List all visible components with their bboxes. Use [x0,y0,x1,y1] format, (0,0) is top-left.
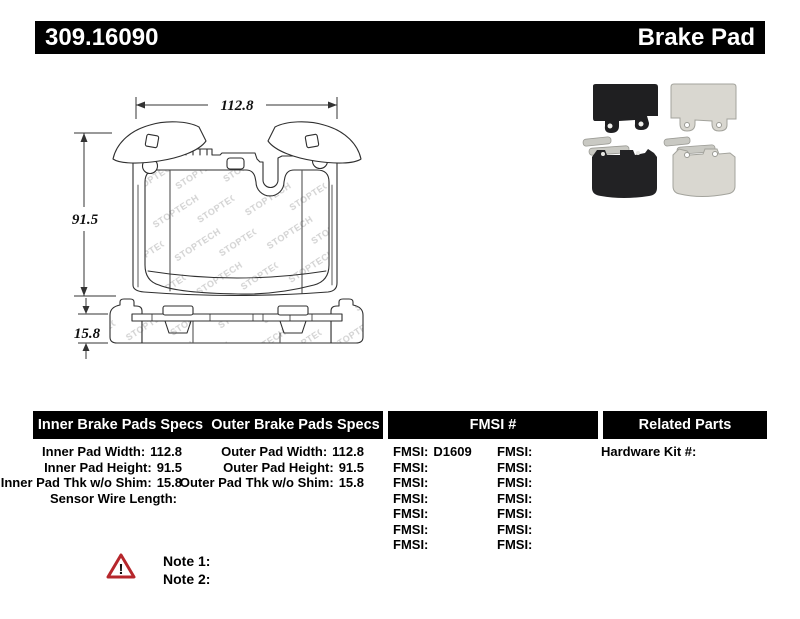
right-wing-hole [305,134,319,148]
fmsi-row [393,537,493,553]
spec-row [35,491,182,507]
pad-photo-top-left [593,84,658,133]
inner-specs-column [0,444,182,506]
fmsi-label: FMSI: [497,506,533,521]
fmsi-header-bar [388,411,598,439]
pad-hole [636,151,640,155]
fmsi-row [497,537,597,553]
fmsi-row [393,506,493,522]
fmsi-label: FMSI: [497,521,533,537]
outer-specs-column [179,444,364,491]
fmsi-value: D1609 [433,444,472,459]
fmsi-label: FMSI: [393,506,429,521]
fmsi-row [497,460,597,476]
spec-label: Outer Pad Thk w/o Shim: [179,475,334,490]
related-parts-column [601,444,767,460]
pad-hole [685,153,690,158]
fmsi-label: FMSI: [393,459,429,475]
arrow-down [81,287,88,296]
arrow-down-small [83,306,90,314]
fmsi-label: FMSI: [393,490,429,506]
spec-row [0,475,182,491]
side-clip-tab-left [163,306,193,315]
pad-hole [601,152,605,156]
specs-header-bar [33,411,383,439]
page-title: Brake Pad [637,23,755,51]
height-dimension-label: 91.5 [71,212,99,228]
spec-value: 112.8 [150,444,182,459]
fmsi-row [393,491,493,507]
arrow-left [136,102,145,109]
note-2-label: Note 2: [163,571,211,587]
title-bar [35,21,765,54]
spec-label: Inner Pad Height: [44,459,152,475]
spec-row [35,444,182,460]
spec-value: 91.5 [338,459,364,475]
fmsi-row [497,475,597,491]
related-row [601,444,767,460]
spec-label: Inner Pad Thk w/o Shim: [0,475,152,490]
spec-label: Inner Pad Width: [42,444,146,459]
inner-specs-header: Inner Brake Pads Specs [37,417,204,433]
fmsi-row [393,522,493,538]
left-wing-hole [145,134,159,148]
related-header-bar [603,411,767,439]
spec-value: 91.5 [156,459,182,475]
fmsi-label: FMSI: [393,537,429,552]
fmsi-column-left [393,444,493,553]
arrow-up-small [83,343,90,351]
pad-hole [717,123,722,128]
pad-hole [608,124,613,129]
related-label: Hardware Kit #: [601,444,697,459]
spec-row [179,475,364,491]
fmsi-row [497,506,597,522]
pad-hole [685,123,690,128]
fmsi-row [393,460,493,476]
spec-row [35,460,182,476]
brake-pad-technical-drawing [60,85,390,365]
outer-specs-header: Outer Brake Pads Specs [211,417,380,433]
spec-row [217,460,364,476]
fmsi-header: FMSI # [469,417,517,433]
fmsi-label: FMSI: [393,475,429,490]
pad-hole [639,122,644,127]
fmsi-label: FMSI: [497,444,533,459]
plate-slot-hole [227,158,244,169]
fmsi-label: FMSI: [393,521,429,537]
fmsi-row [393,475,493,491]
spec-value: 112.8 [332,444,364,459]
side-clip-tab-right [278,306,308,315]
arrow-right [328,102,337,109]
part-number: 309.16090 [45,23,159,51]
pad-photo-top-right [671,84,736,131]
friction-material [145,170,329,294]
fmsi-row [497,522,597,538]
fmsi-label: FMSI: [497,490,533,506]
arrow-up [81,133,88,142]
pad-hole [713,152,718,157]
note-1-label: Note 1: [163,553,211,569]
fmsi-column-right [497,444,597,553]
spec-label: Outer Pad Width: [221,444,328,459]
fmsi-label: FMSI: [393,444,429,459]
fmsi-row [497,491,597,507]
spec-value: 15.8 [338,475,364,490]
spec-row [217,444,364,460]
brake-pad-photo [575,80,775,210]
exclamation-glyph: ! [118,561,124,578]
spec-value: 15.8 [156,475,182,490]
fmsi-row [393,444,493,460]
width-dimension-label: 112.8 [220,98,254,114]
fmsi-label: FMSI: [497,475,533,490]
fmsi-label: FMSI: [497,459,533,475]
pad-photo-bottom-right [673,149,735,197]
fmsi-row [497,444,597,460]
fmsi-label: FMSI: [497,537,533,552]
spec-label: Outer Pad Height: [223,459,334,475]
thickness-dimension-label: 15.8 [73,326,101,342]
related-header: Related Parts [638,417,732,433]
spec-label: Sensor Wire Length: [49,490,177,506]
warning-icon [106,552,136,580]
pad-photo-bottom-left [592,149,657,198]
